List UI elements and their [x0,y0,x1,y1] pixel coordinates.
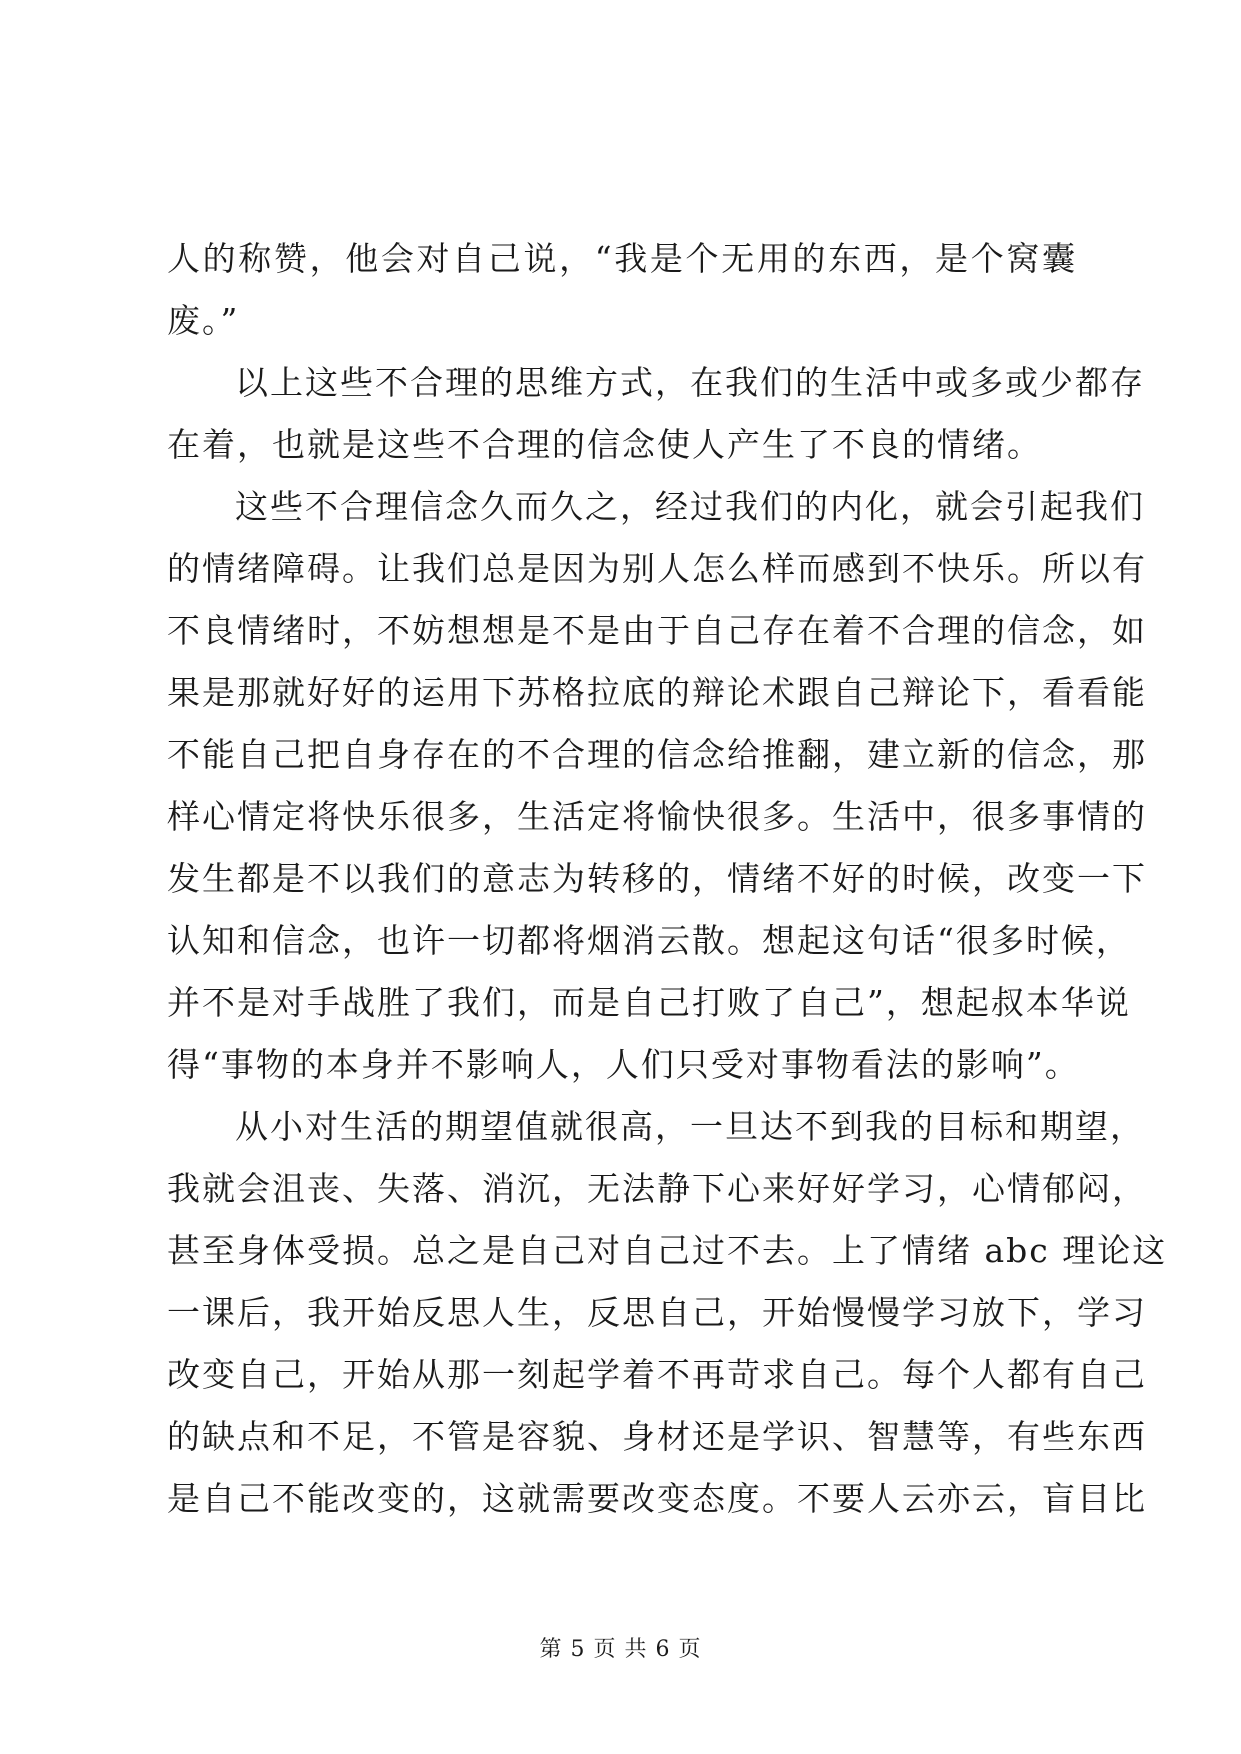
text-line: 不良情绪时，不妨想想是不是由于自己存在着不合理的信念，如 [167,611,1147,650]
text-line: 改变自己，开始从那一刻起学着不再苛求自己。每个人都有自己 [167,1355,1147,1394]
paragraph [167,476,1147,1096]
text-line: 在着，也就是这些不合理的信念使人产生了不良的情绪。 [167,425,1042,464]
page-number-footer: 第 5 页 共 6 页 [539,1637,702,1662]
text-line: 果是那就好好的运用下苏格拉底的辩论术跟自己辩论下，看看能 [167,673,1147,712]
paragraph [167,228,1077,352]
text-line: 人的称赞，他会对自己说，“我是个无用的东西，是个窝囊 [167,239,1077,278]
text-line: 样心情定将快乐很多，生活定将愉快很多。生活中，很多事情的 [167,797,1147,836]
text-line: 不能自己把自身存在的不合理的信念给推翻，建立新的信念，那 [167,735,1147,774]
text-line: 从小对生活的期望值就很高，一旦达不到我的目标和期望， [235,1107,1145,1146]
paragraph [167,352,1145,476]
paragraph [167,1096,1168,1530]
text-line: 的情绪障碍。让我们总是因为别人怎么样而感到不快乐。所以有 [167,549,1147,588]
text-line: 得“事物的本身并不影响人，人们只受对事物看法的影响”。 [167,1045,1080,1084]
text-line: 甚至身体受损。总之是自己对自己过不去。上了情绪 abc 理论这 [167,1231,1168,1270]
text-line: 一课后，我开始反思人生，反思自己，开始慢慢学习放下，学习 [167,1293,1147,1332]
text-line: 的缺点和不足，不管是容貌、身材还是学识、智慧等，有些东西 [167,1417,1147,1456]
text-line: 发生都是不以我们的意志为转移的，情绪不好的时候，改变一下 [167,859,1147,898]
document-body [167,228,1168,1530]
text-line: 认知和信念，也许一切都将烟消云散。想起这句话“很多时候， [167,921,1131,960]
text-line: 是自己不能改变的，这就需要改变态度。不要人云亦云，盲目比 [167,1479,1147,1518]
text-line: 废。” [167,301,240,340]
text-line: 我就会沮丧、失落、消沉，无法静下心来好好学习，心情郁闷， [167,1169,1147,1208]
text-line: 这些不合理信念久而久之，经过我们的内化，就会引起我们 [235,487,1145,526]
text-line: 并不是对手战胜了我们，而是自己打败了自己”，想起叔本华说 [167,983,1131,1022]
text-line: 以上这些不合理的思维方式，在我们的生活中或多或少都存 [235,363,1145,402]
